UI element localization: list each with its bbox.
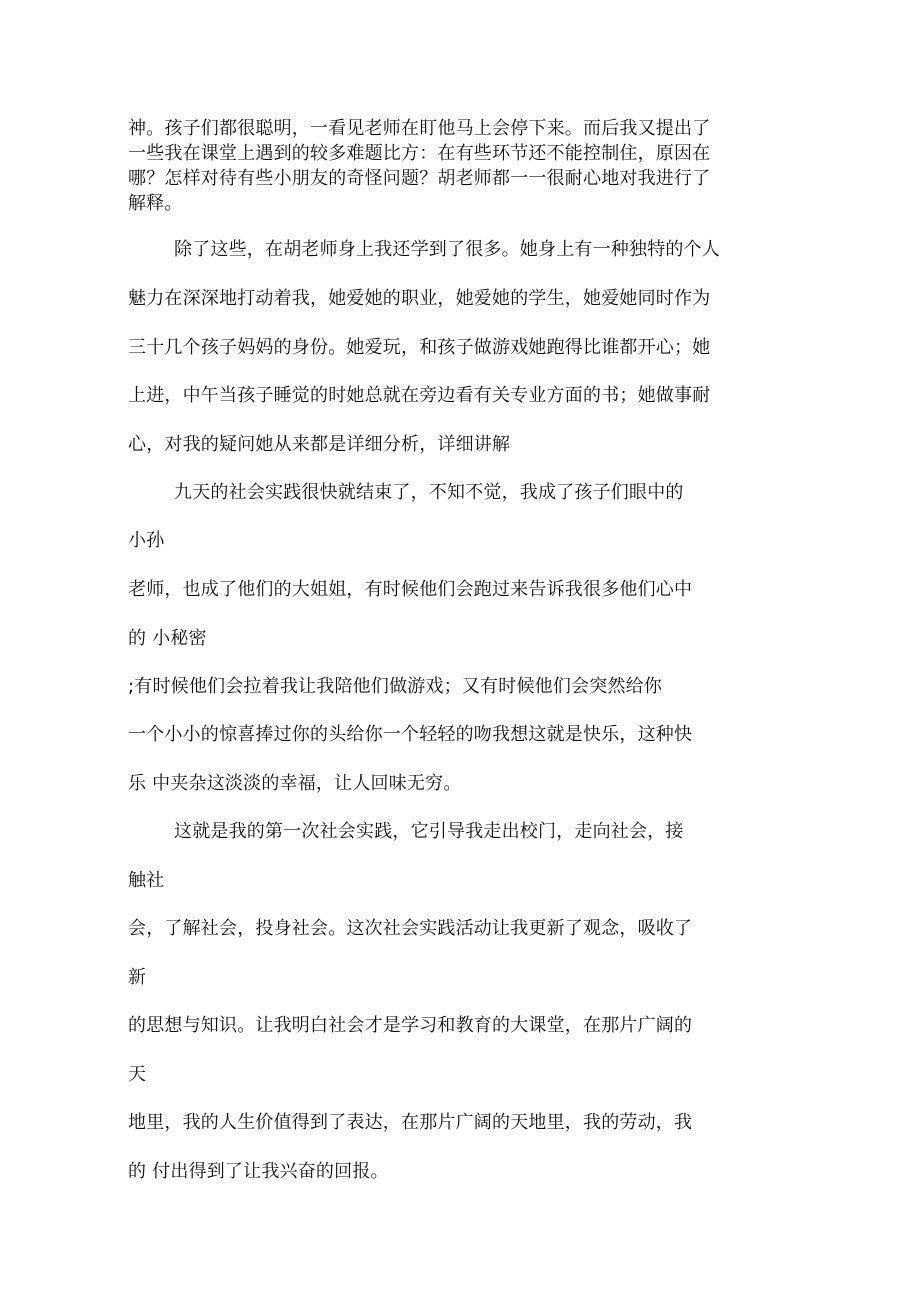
text-line: 会，了解社会，投身社会。这次社会实践活动让我更新了观念，吸收了 bbox=[128, 918, 693, 939]
text-line: 天 bbox=[128, 1064, 147, 1085]
text-line: 小孙 bbox=[128, 530, 165, 551]
text-line: 哪？怎样对待有些小朋友的奇怪问题？胡老师都一一很耐心地对我进行了 bbox=[128, 168, 711, 189]
text-line: 上进，中午当孩子睡觉的时她总就在旁边看有关专业方面的书；她做事耐 bbox=[128, 385, 711, 406]
text-line: 的思想与知识。让我明白社会才是学习和教育的大课堂，在那片广阔的 bbox=[128, 1015, 693, 1036]
text-line: 新 bbox=[128, 967, 147, 988]
text-line: 的 付出得到了让我兴奋的回报。 bbox=[128, 1161, 389, 1182]
text-line: 心，对我的疑问她从来都是详细分析，详细讲解 bbox=[128, 434, 511, 455]
paragraph-start-line: 九天的社会实践很快就结束了，不知不觉，我成了孩子们眼中的 bbox=[174, 482, 684, 503]
text-line: 魅力在深深地打动着我，她爱她的职业，她爱她的学生，她爱她同时作为 bbox=[128, 288, 711, 309]
text-line: 的 小秘密 bbox=[128, 628, 207, 649]
paragraph-start-line: 除了这些，在胡老师身上我还学到了很多。她身上有一种独特的个人 bbox=[174, 239, 720, 260]
text-line: 神。孩子们都很聪明，一看见老师在盯他马上会停下来。而后我又提出了 bbox=[128, 118, 711, 139]
text-line: 解释。 bbox=[128, 193, 183, 214]
text-line: 三十几个孩子妈妈的身份。她爱玩，和孩子做游戏她跑得比谁都开心；她 bbox=[128, 337, 711, 358]
text-line: 一些我在课堂上遇到的较多难题比方：在有些环节还不能控制住，原因在 bbox=[128, 143, 711, 164]
text-line: 地里，我的人生价值得到了表达，在那片广阔的天地里，我的劳动，我 bbox=[128, 1112, 693, 1133]
text-line: 老师，也成了他们的大姐姐，有时候他们会跑过来告诉我很多他们心中 bbox=[128, 579, 693, 600]
text-line: ;有时候他们会拉着我让我陪他们做游戏；又有时候他们会突然给你 bbox=[128, 676, 663, 697]
text-line: 一个小小的惊喜捧过你的头给你一个轻轻的吻我想这就是快乐，这种快 bbox=[128, 724, 693, 745]
text-line: 触社 bbox=[128, 870, 165, 891]
paragraph-start-line: 这就是我的第一次社会实践，它引导我走出校门，走向社会，接 bbox=[174, 821, 684, 842]
text-line: 乐 中夹杂这淡淡的幸福，让人回味无穷。 bbox=[128, 773, 462, 794]
